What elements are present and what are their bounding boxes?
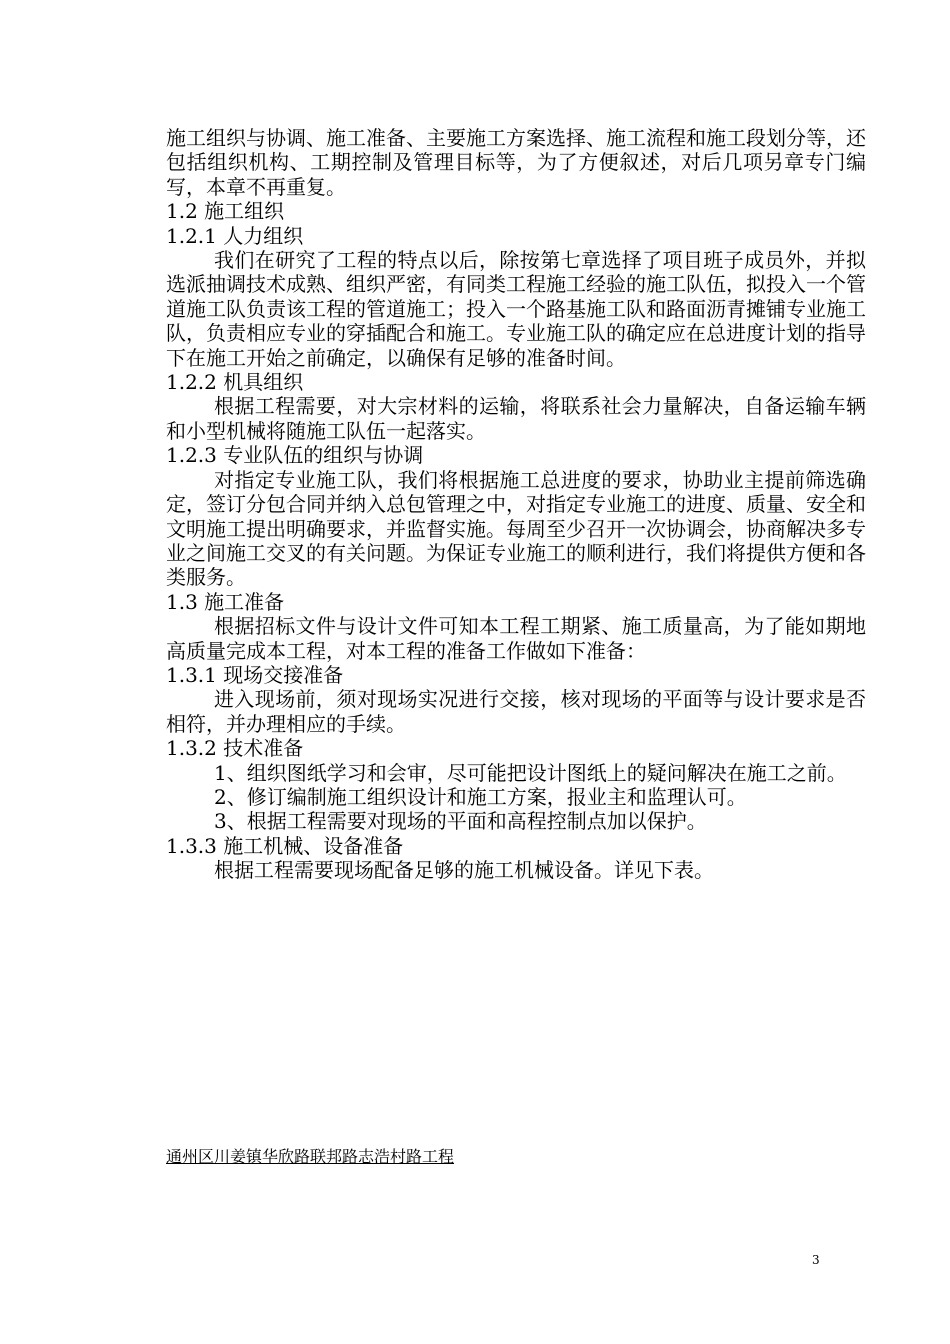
- paragraph-1-3-3: 根据工程需要现场配备足够的施工机械设备。详见下表。: [214, 858, 714, 883]
- footer-project-title: 通州区川姜镇华欣路联邦路志浩村路工程: [166, 1147, 455, 1166]
- heading-1-2-2: 1.2.2 机具组织: [166, 370, 304, 395]
- list-item: 2、修订编制施工组织设计和施工方案，报业主和监理认可。: [214, 784, 747, 809]
- list-item: 1、组织图纸学习和会审，尽可能把设计图纸上的疑问解决在施工之前。: [214, 760, 847, 785]
- paragraph-1-2-2: 根据工程需要，对大宗材料的运输，将联系社会力量解决，自备运输车辆和小型机械将随施工队伍一起落实。: [166, 394, 866, 443]
- heading-1-2-1: 1.2.1 人力组织: [166, 223, 304, 248]
- paragraph-1-2-3: 对指定专业施工队，我们将根据施工总进度的要求，协助业主提前筛选确定，签订分包合同并纳入总包管理之中，对指定专业施工的进度、质量、安全和文明施工提出明确要求，并监督实施。每周至少召开一次协调会，协商解决多专业之间施工交叉的有关问题。为保证专业施工的顺利进行，我们将提供方便和各类服务。: [166, 467, 866, 590]
- heading-1-3-1: 1.3.1 现场交接准备: [166, 662, 344, 687]
- paragraph-1-3-1: 进入现场前，须对现场实况进行交接，核对现场的平面等与设计要求是否相符，并办理相应的手续。: [166, 687, 866, 736]
- document-body: [166, 126, 866, 883]
- heading-1-3: 1.3 施工准备: [166, 589, 285, 614]
- paragraph-1-2-1: 我们在研究了工程的特点以后，除按第七章选择了项目班子成员外，并拟选派抽调技术成熟、组织严密，有同类工程施工经验的施工队伍，拟投入一个管道施工队负责该工程的管道施工；投入一个路基施工队和路面沥青摊铺专业施工队，负责相应专业的穿插配合和施工。专业施工队的确定应在总进度计划的指导下在施工开始之前确定，以确保有足够的准备时间。: [166, 248, 866, 370]
- paragraph-1-3: 根据招标文件与设计文件可知本工程工期紧、施工质量高，为了能如期地高质量完成本工程，对本工程的准备工作做如下准备：: [166, 614, 866, 663]
- heading-1-3-2: 1.3.2 技术准备: [166, 736, 304, 761]
- heading-1-3-3: 1.3.3 施工机械、设备准备: [166, 833, 404, 858]
- intro-paragraph: 施工组织与协调、施工准备、主要施工方案选择、施工流程和施工段划分等，还包括组织机构、工期控制及管理目标等，为了方便叙述，对后几项另章专门编写，本章不再重复。: [166, 126, 866, 199]
- heading-1-2: 1.2 施工组织: [166, 199, 285, 224]
- list-item: 3、根据工程需要对现场的平面和高程控制点加以保护。: [214, 809, 707, 834]
- heading-1-2-3: 1.2.3 专业队伍的组织与协调: [166, 443, 424, 468]
- page-number: 3: [812, 1253, 820, 1267]
